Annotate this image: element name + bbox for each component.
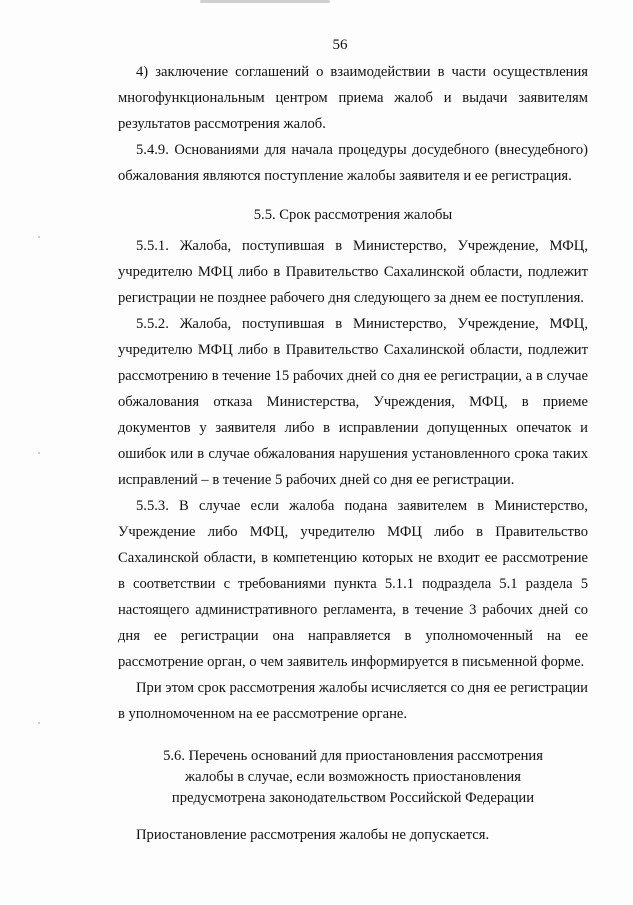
paragraph-5-4-9: 5.4.9. Основаниями для начала процедуры досудебного (внесудебного) обжалования являются поступление жалобы заявителя и ее регистрация. <box>118 142 588 184</box>
heading-line: 5.6. Перечень оснований для приостановления рассмотрения <box>163 748 543 764</box>
paragraph-5-5-1: 5.5.1. Жалоба, поступившая в Министерство, Учреждение, МФЦ, учредителю МФЦ либо в Правительство Сахалинской области, подлежит регистрации не позднее рабочего дня следующего за днем ее поступления. <box>118 238 588 306</box>
scan-dot <box>38 452 40 454</box>
paragraph-5-5-3: 5.5.3. В случае если жалоба подана заявителем в Министерство, Учреждение либо МФЦ, учредителю МФЦ либо в Правительство Сахалинской области, в компетенцию которых не входит ее рассмотрение в соответствии с требованиями пункта 5.1.1 подраздела 5.1 раздела 5 настоящего административного регламента, в течение 3 рабочих дней со дня ее регистрации она направляется в уполномоченный на ее рассмотрение орган, о чем заявитель информируется в письменной форме. <box>118 498 588 670</box>
paragraph-5-5-2: 5.5.2. Жалоба, поступившая в Министерство, Учреждение, МФЦ, учредителю МФЦ либо в Правительство Сахалинской области, подлежит рассмотрению в течение 15 рабочих дней со дня ее регистрации, а в случае обжалования отказа Министерства, Учреждения, МФЦ, в приеме документов у заявителя либо в исправлении допущенных опечаток и ошибок или в случае обжалования нарушения установленного срока таких исправлений – в течение 5 рабочих дней со дня ее регистрации. <box>118 316 588 488</box>
scan-dot <box>38 236 40 238</box>
page-number: 56 <box>332 37 348 53</box>
paragraph-item-4: 4) заключение соглашений о взаимодействии в части осуществления многофункциональным центром приема жалоб и выдачи заявителям результатов рассмотрения жалоб. <box>118 64 588 132</box>
heading-line: жалобы в случае, если возможность приостановления <box>185 769 521 785</box>
heading-line: предусмотрена законодательством Российской Федерации <box>171 790 535 806</box>
scan-artifact <box>200 0 330 3</box>
section-heading-5-5: 5.5. Срок рассмотрения жалобы <box>253 207 453 223</box>
scan-dot <box>38 722 40 724</box>
section-heading-5-6 <box>118 746 588 809</box>
paragraph-calculation-note: При этом срок рассмотрения жалобы исчисляется со дня ее регистрации в уполномоченном на ее рассмотрение органе. <box>118 680 588 722</box>
text-block-intro <box>118 59 588 189</box>
text-block-5-5 <box>118 233 588 727</box>
paragraph-suspension: Приостановление рассмотрения жалобы не допускается. <box>136 827 490 843</box>
